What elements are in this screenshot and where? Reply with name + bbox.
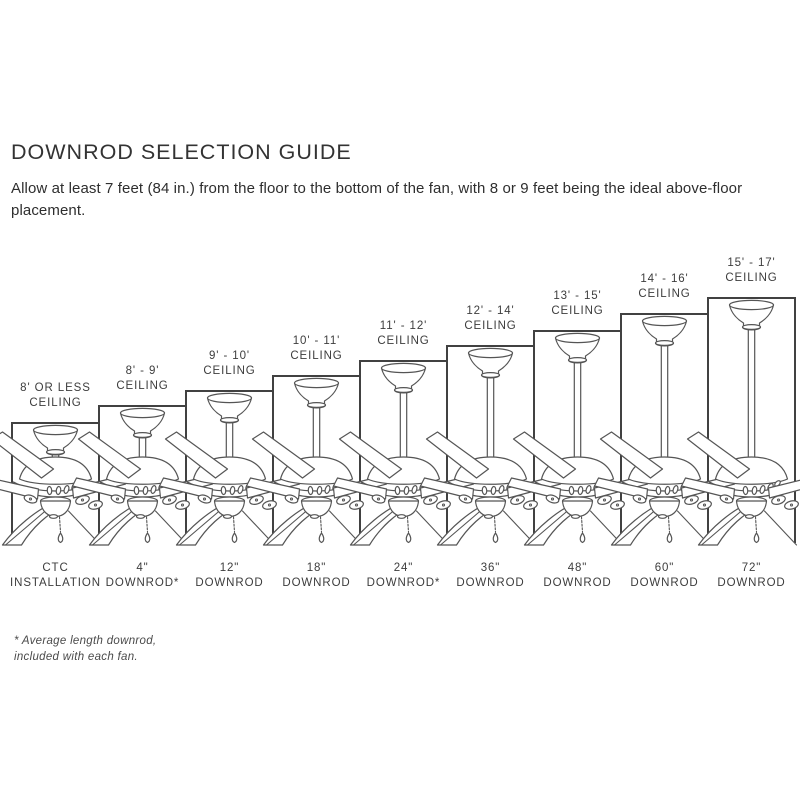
ceiling-word: CEILING <box>464 320 517 332</box>
downrod-word: DOWNROD <box>630 577 699 589</box>
downrod-word: DOWNROD* <box>366 577 441 589</box>
ceiling-range: 12' - 14' <box>466 305 515 317</box>
page-subtitle: Allow at least 7 feet (84 in.) from the floor to the bottom of the fan, with 8 or 9 feet being the ideal above-floor placement. <box>11 180 743 219</box>
downrod-word: DOWNROD <box>456 577 525 589</box>
canopy-illustration <box>208 393 252 423</box>
downrod-rod <box>313 406 319 462</box>
ceiling-word: CEILING <box>29 397 82 409</box>
canopy-illustration <box>469 348 513 378</box>
downrod-size: 4" <box>136 562 149 574</box>
footnote-line-1: * Average length downrod, <box>14 635 157 647</box>
downrod-rod <box>748 328 754 462</box>
downrod-size: 72" <box>741 562 762 574</box>
downrod-rod <box>661 344 667 462</box>
downrod-word: DOWNROD <box>543 577 612 589</box>
downrod-size: 48" <box>567 562 588 574</box>
ceiling-range: 9' - 10' <box>209 350 250 362</box>
downrod-rod <box>487 376 493 462</box>
canopy-illustration <box>295 378 339 408</box>
ceiling-word: CEILING <box>116 380 169 392</box>
downrod-size: 60" <box>654 562 675 574</box>
ceiling-range: 13' - 15' <box>553 290 602 302</box>
ceiling-range: 8' - 9' <box>125 365 160 377</box>
downrod-word: DOWNROD* <box>105 577 180 589</box>
canopy-illustration <box>643 316 687 346</box>
diagram-artwork <box>0 250 800 600</box>
ceiling-word: CEILING <box>290 350 343 362</box>
ceiling-word: CEILING <box>551 305 604 317</box>
ceiling-range: 14' - 16' <box>640 273 689 285</box>
footnote <box>14 633 156 665</box>
downrod-size: 12" <box>219 562 240 574</box>
downrod-rod <box>400 391 406 462</box>
ceiling-word: CEILING <box>203 365 256 377</box>
ceiling-label <box>697 256 800 286</box>
ceiling-range: 11' - 12' <box>379 320 428 332</box>
canopy-illustration <box>382 363 426 393</box>
downrod-rod <box>226 421 232 462</box>
canopy-illustration <box>556 333 600 363</box>
footnote-line-2: included with each fan. <box>14 651 138 663</box>
downrod-word: DOWNROD <box>282 577 351 589</box>
downrod-size: 36" <box>480 562 501 574</box>
downrod-label <box>697 561 800 591</box>
downrod-rod <box>574 361 580 462</box>
ceiling-range: 15' - 17' <box>727 257 776 269</box>
canopy-illustration <box>121 408 165 438</box>
ceiling-range: 8' OR LESS <box>20 382 91 394</box>
page-title: DOWNROD SELECTION GUIDE <box>11 140 352 164</box>
ceiling-word: CEILING <box>377 335 430 347</box>
ceiling-word: CEILING <box>638 288 691 300</box>
canopy-illustration <box>34 425 78 455</box>
downrod-word: DOWNROD <box>195 577 264 589</box>
ceiling-word: CEILING <box>725 272 778 284</box>
downrod-size: CTC <box>42 562 69 574</box>
ceiling-range: 10' - 11' <box>292 335 341 347</box>
downrod-size: 18" <box>306 562 327 574</box>
downrod-size: 24" <box>393 562 414 574</box>
canopy-illustration <box>730 300 774 330</box>
downrod-word: DOWNROD <box>717 577 786 589</box>
downrod-diagram <box>0 250 800 600</box>
downrod-word: INSTALLATION <box>10 577 101 589</box>
ceiling-fan-illustration <box>682 432 800 545</box>
